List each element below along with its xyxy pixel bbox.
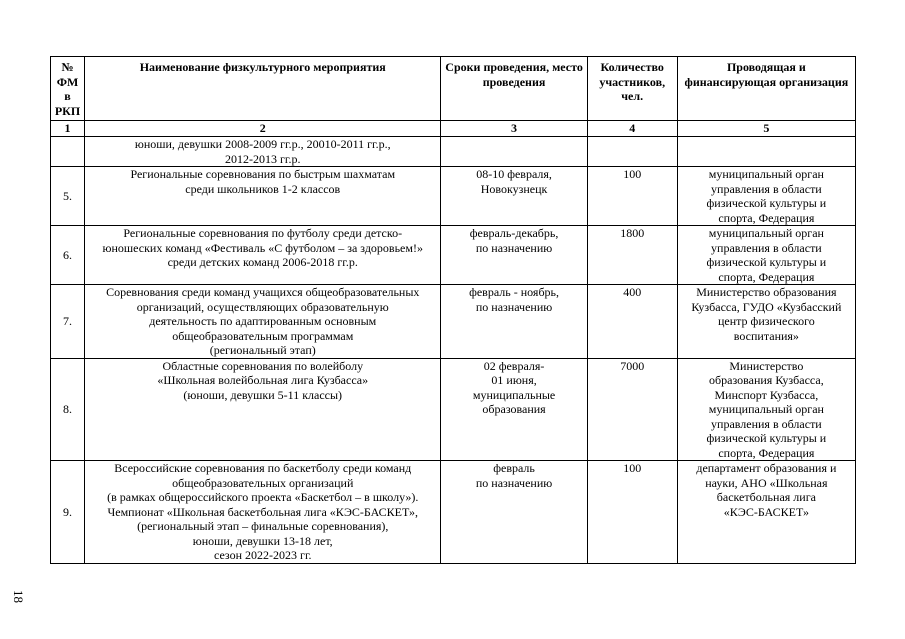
- event-organization-line: физической культуры и: [706, 196, 827, 210]
- row-number: 9.: [51, 461, 85, 564]
- event-dates-line: февраль - ноябрь,: [469, 285, 560, 299]
- table-row: [51, 167, 856, 226]
- column-number: 3: [441, 121, 587, 137]
- event-participants: 7000: [587, 358, 677, 461]
- table-row: [51, 358, 856, 461]
- event-dates-line: по назначению: [475, 240, 553, 255]
- page-number: 18: [11, 590, 26, 603]
- event-organization-line: образования Кузбасса,: [709, 373, 824, 387]
- event-name: [85, 137, 441, 167]
- event-organization-line: Министерство образования: [696, 285, 837, 299]
- event-organization: [677, 137, 855, 167]
- row-number: 6.: [51, 226, 85, 285]
- event-name-line: юноши, девушки 2008-2009 гг.р., 20010-2011 гг.р.,: [134, 137, 391, 151]
- event-name: [85, 285, 441, 359]
- event-name-line: Региональные соревнования по быстрым шахматам: [130, 167, 396, 181]
- event-organization-line: Министерство: [729, 358, 804, 373]
- table-row: [51, 461, 856, 564]
- event-name-line: Всероссийские соревнования по баскетболу среди команд: [114, 461, 412, 475]
- event-name-line: (региональный этап): [209, 343, 316, 357]
- event-organization-line: спорта, Федерация: [718, 210, 815, 225]
- event-participants: 100: [587, 461, 677, 564]
- event-name-line: Соревнования среди команд учащихся общеобразовательных: [106, 285, 420, 299]
- column-number-row: [51, 121, 856, 137]
- event-name-line: сезон 2022-2023 гг.: [213, 548, 312, 562]
- event-organization-line: Минспорт Кузбасса,: [714, 387, 819, 402]
- table-row: [51, 285, 856, 359]
- event-participants: 1800: [587, 226, 677, 285]
- event-dates: [441, 461, 587, 564]
- header-dates-place: Сроки проведения, место проведения: [441, 57, 587, 121]
- event-dates-line: февраль-декабрь,: [469, 226, 559, 240]
- event-organization-line: науки, АНО «Школьная: [705, 475, 828, 490]
- row-number: 8.: [51, 358, 85, 461]
- event-dates-line: Новокузнецк: [480, 181, 548, 196]
- event-name-line: организаций, осуществляющих образовательную: [136, 299, 389, 314]
- event-name-line: общеобразовательным программам: [172, 328, 354, 343]
- event-participants: [587, 137, 677, 167]
- event-dates-line: февраль: [493, 461, 535, 475]
- event-participants: 400: [587, 285, 677, 359]
- event-organization: [677, 358, 855, 461]
- event-organization-line: воспитания»: [733, 328, 799, 343]
- event-organization: [677, 461, 855, 564]
- column-number: 5: [677, 121, 855, 137]
- table-header-row: [51, 57, 856, 121]
- event-organization: [677, 285, 855, 359]
- event-organization-line: Кузбасса, ГУДО «Кузбасский: [691, 299, 842, 314]
- event-dates-line: по назначению: [475, 475, 553, 490]
- event-name-line: Региональные соревнования по футболу среди детско-: [123, 226, 403, 240]
- header-number: № ФМ в РКП: [51, 57, 85, 121]
- event-dates: [441, 285, 587, 359]
- column-number: 2: [85, 121, 441, 137]
- event-dates-line: образования: [482, 402, 546, 416]
- event-name-line: 2012-2013 гг.р.: [225, 151, 301, 166]
- events-table: [50, 56, 856, 564]
- event-dates: [441, 167, 587, 226]
- event-name-line: (юноши, девушки 5-11 классы): [183, 387, 343, 402]
- event-name: [85, 461, 441, 564]
- header-event-name: Наименование физкультурного мероприятия: [85, 57, 441, 121]
- event-name-line: среди детских команд 2006-2018 гг.р.: [167, 255, 358, 269]
- event-name-line: (региональный этап – финальные соревнования),: [137, 519, 389, 533]
- event-name-line: среди школьников 1-2 классов: [185, 181, 341, 196]
- event-organization-line: «КЭС-БАСКЕТ»: [723, 504, 809, 519]
- event-organization-line: физической культуры и: [706, 255, 827, 269]
- event-dates-line: муниципальные: [472, 387, 556, 402]
- event-organization-line: департамент образования и: [696, 461, 837, 475]
- table-row-continued: [51, 137, 856, 167]
- event-dates-line: 01 июня,: [491, 373, 537, 387]
- event-dates: [441, 226, 587, 285]
- column-number: 4: [587, 121, 677, 137]
- event-organization: [677, 167, 855, 226]
- event-name-line: Областные соревнования по волейболу: [162, 358, 364, 373]
- event-name-line: юноши, девушки 13-18 лет,: [192, 533, 333, 548]
- event-dates-line: 08-10 февраля,: [476, 167, 552, 181]
- table-row: [51, 226, 856, 285]
- event-organization-line: управления в области: [711, 240, 822, 255]
- event-name-line: (в рамках общероссийского проекта «Баскетбол – в школу»).: [107, 490, 419, 504]
- event-name-line: юношеских команд «Фестиваль «С футболом – за здоровьем!»: [102, 240, 423, 255]
- column-number: 1: [51, 121, 85, 137]
- event-dates-line: по назначению: [475, 299, 553, 314]
- event-organization-line: спорта, Федерация: [718, 269, 815, 284]
- row-number: [51, 137, 85, 167]
- event-organization-line: баскетбольная лига: [716, 490, 816, 504]
- event-organization: [677, 226, 855, 285]
- event-participants: 100: [587, 167, 677, 226]
- event-name: [85, 358, 441, 461]
- event-organization-line: муниципальный орган: [708, 402, 824, 416]
- row-number: 5.: [51, 167, 85, 226]
- event-name-line: деятельность по адаптированным основным: [149, 314, 377, 328]
- event-name: [85, 226, 441, 285]
- event-dates-line: 02 февраля-: [483, 358, 545, 373]
- row-number: 7.: [51, 285, 85, 359]
- event-organization-line: муниципальный орган: [708, 167, 824, 181]
- event-name: [85, 167, 441, 226]
- event-name-line: общеобразовательных организаций: [172, 475, 354, 490]
- event-organization-line: управления в области: [711, 181, 822, 196]
- event-dates: [441, 358, 587, 461]
- event-organization-line: спорта, Федерация: [718, 445, 815, 460]
- event-dates: [441, 137, 587, 167]
- event-name-line: Чемпионат «Школьная баскетбольная лига «КЭС-БАСКЕТ»,: [107, 504, 419, 519]
- event-organization-line: управления в области: [711, 416, 822, 431]
- header-participants: Количество участников, чел.: [587, 57, 677, 121]
- header-organization: Проводящая и финансирующая организация: [677, 57, 855, 121]
- event-name-line: «Школьная волейбольная лига Кузбасса»: [157, 373, 369, 387]
- event-organization-line: центр физического: [718, 314, 815, 328]
- event-organization-line: физической культуры и: [706, 431, 827, 445]
- event-organization-line: муниципальный орган: [708, 226, 824, 240]
